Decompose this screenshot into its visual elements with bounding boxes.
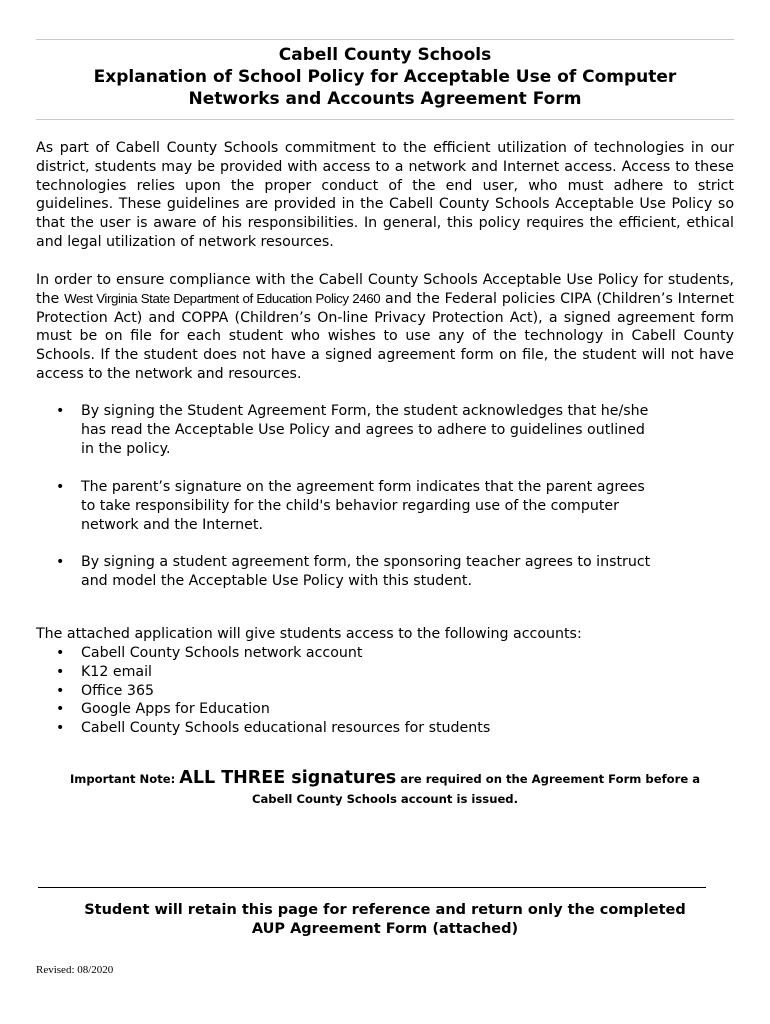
agreement-bullet-list-2 <box>56 478 656 534</box>
separator-line <box>38 887 706 888</box>
intro-paragraph: As part of Cabell County Schools commitment to the efficient utilization of technologies in our district, students may be provided with access to a network and Internet access. Access to these technologies relies upon the proper conduct of the end user, who must adhere to strict guidelines. These guidelines are provided in the Cabell County Schools Acceptable Use Policy so that the user is aware of his responsibilities. In general, this policy requires the efficient, ethical and legal utilization of network resources. <box>36 140 734 250</box>
account-item: Cabell County Schools network account <box>81 645 363 661</box>
retain-instructions <box>36 901 734 939</box>
bullet-text: The parent’s signature on the agreement form indicates that the parent agrees to take responsibility for the child's behavior regarding use of the computer network and the Internet. <box>81 479 645 533</box>
bullet-text: By signing the Student Agreement Form, the student acknowledges that he/she has read the Acceptable Use Policy and agrees to adhere to guidelines outlined in the policy. <box>81 403 649 457</box>
compliance-paragraph <box>36 271 734 384</box>
list-item <box>56 719 656 738</box>
top-divider <box>36 39 734 40</box>
bullet-icon: • <box>56 682 65 699</box>
wv-policy-reference: West Virginia State Department of Education Policy 2460 <box>64 290 381 306</box>
list-item <box>56 700 656 719</box>
list-item <box>56 402 656 458</box>
bullet-icon: • <box>56 701 65 718</box>
compliance-text-start: In order to ensure compliance with the Cabell County Schools Acceptable Use Policy for students, the <box>36 272 734 307</box>
accounts-intro: The attached application will give students access to the following accounts: <box>36 626 582 642</box>
list-item <box>56 644 656 663</box>
retain-line-2: AUP Agreement Form (attached) <box>251 921 519 937</box>
important-note-label: Important Note: <box>69 772 180 786</box>
bullet-icon: • <box>56 663 65 680</box>
account-item: Cabell County Schools educational resources for students <box>81 720 491 737</box>
accounts-list <box>56 644 656 738</box>
list-item <box>56 478 656 534</box>
compliance-text-end: and the Federal policies CIPA (Children’s Internet Protection Act) and COPPA (Children’s On-line Privacy Protection Act), a signed agreement form must be on file for each student who wishes to use any of the technology in Cabell County Schools. If the student does not have a signed agreement form on file, the student will not have access to the network and resources. <box>36 290 734 382</box>
revised-date: Revised: 08/2020 <box>36 964 114 976</box>
bullet-text: By signing a student agreement form, the sponsoring teacher agrees to instruct and model the Acceptable Use Policy with this student. <box>81 554 651 589</box>
agreement-bullet-list-1 <box>56 402 656 458</box>
bullet-icon: • <box>56 645 65 661</box>
title-divider <box>36 119 734 120</box>
important-note-line-2: Cabell County Schools account is issued. <box>251 792 519 806</box>
list-item <box>56 682 656 701</box>
title-line-1: Cabell County Schools <box>278 45 492 65</box>
important-note-emphasis: ALL THREE signatures <box>179 768 397 788</box>
bullet-icon: • <box>56 720 65 737</box>
list-item <box>56 663 656 682</box>
retain-line-1: Student will retain this page for reference and return only the completed <box>84 902 686 918</box>
account-item: Office 365 <box>81 682 155 699</box>
agreement-bullet-list-3 <box>56 553 656 591</box>
bullet-icon: • <box>56 554 65 570</box>
document-title <box>36 44 734 110</box>
title-line-2: Explanation of School Policy for Acceptable Use of Computer <box>93 67 677 87</box>
account-item: Google Apps for Education <box>81 701 270 718</box>
account-item: K12 email <box>81 663 152 680</box>
title-line-3: Networks and Accounts Agreement Form <box>188 89 582 109</box>
bullet-icon: • <box>56 403 65 419</box>
important-note <box>36 769 734 789</box>
important-note-rest: are required on the Agreement Form before a <box>396 772 701 786</box>
list-item <box>56 553 656 591</box>
bullet-icon: • <box>56 479 65 495</box>
